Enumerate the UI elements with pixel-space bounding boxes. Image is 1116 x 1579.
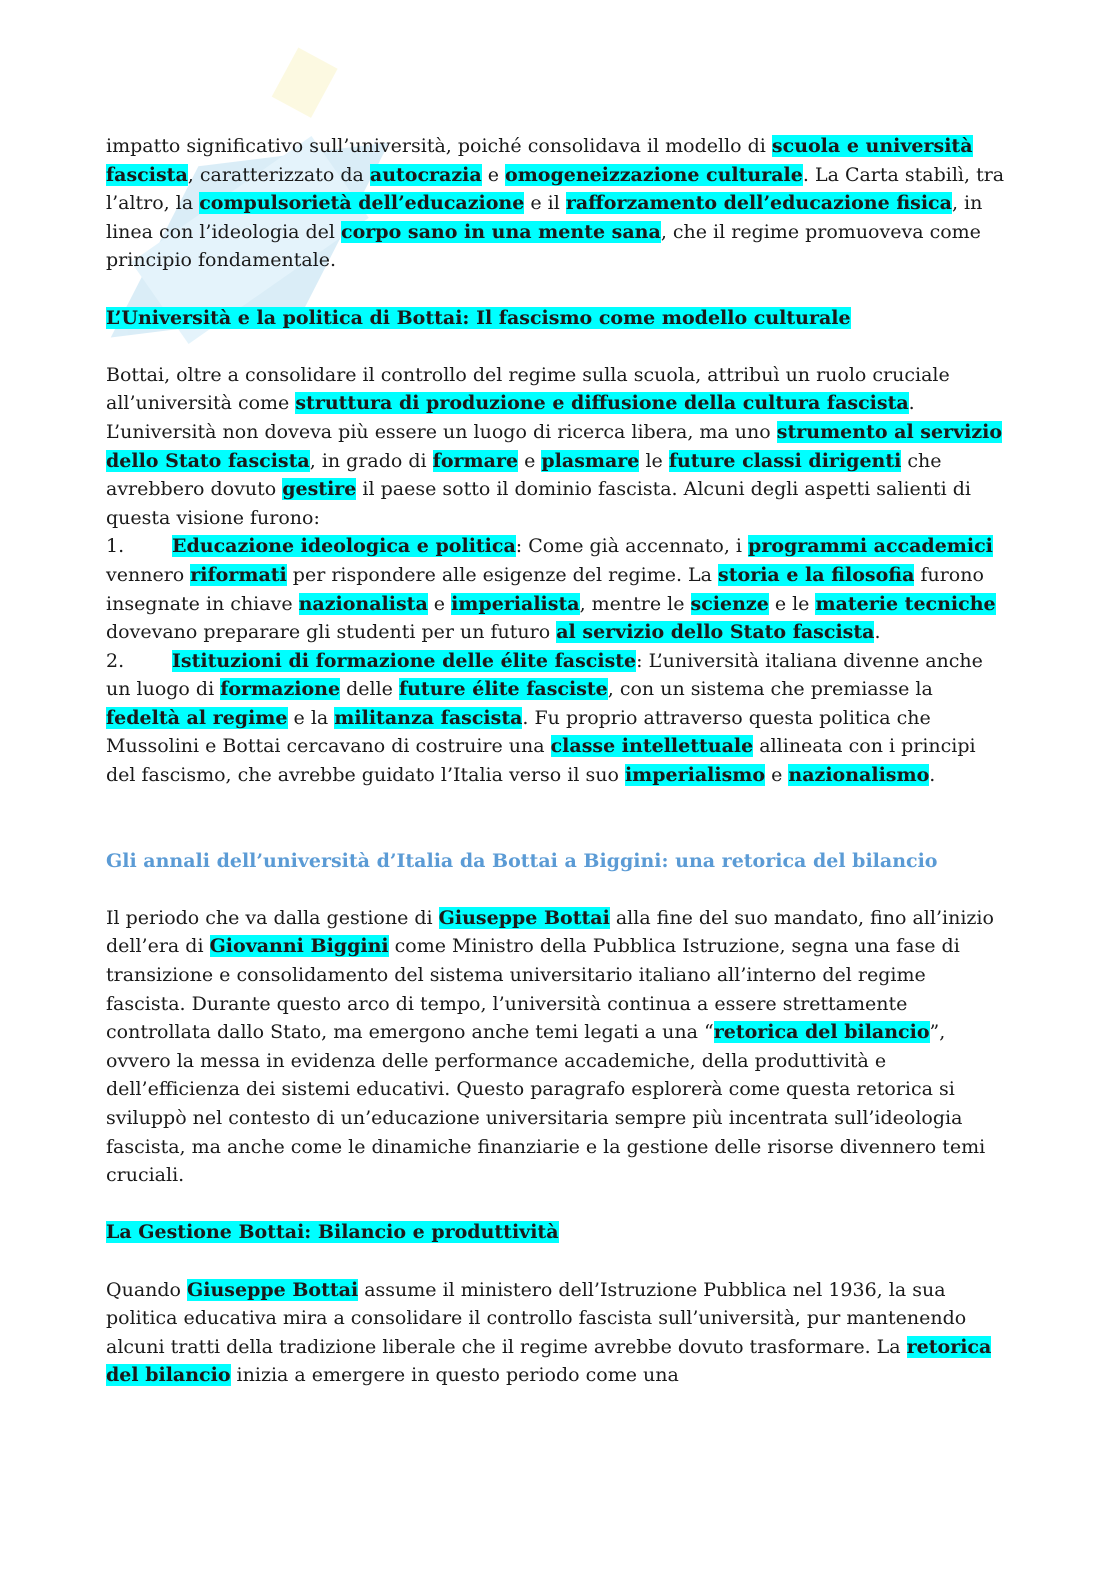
text-run: il paese sotto il dominio fascista. Alcuni degli aspetti salienti di questa visione furono: — [106, 478, 971, 529]
highlighted-term: materie tecniche — [815, 592, 996, 615]
text-run: . — [929, 764, 936, 787]
text-run: Il periodo che va dalla gestione di — [106, 906, 439, 929]
text-run: inizia a emergere in questo periodo come una — [230, 1364, 679, 1387]
highlighted-term: fedeltà al regime — [106, 706, 288, 729]
highlighted-term: formazione — [220, 678, 341, 701]
text-run: , mentre le — [579, 592, 691, 615]
highlighted-term: nazionalista — [298, 592, 428, 615]
text-run: : Come già accennato, i — [515, 535, 749, 558]
text-run: . L’università non doveva più essere un luogo di ricerca libera, ma uno — [106, 392, 915, 443]
text-run: e — [427, 592, 452, 615]
text-run: e — [518, 449, 542, 472]
text-run: ”, ovvero la messa in evidenza delle performance accademiche, della produttività e dell’efficienza dei sistemi educativi. Questo paragrafo esplorerà come questa retorica si sviluppò nel contesto di un’educazione universitaria sempre più incentrata sull’ideologia fascista, ma anche come le dinamiche finanziarie e la gestione delle risorse divennero temi cruciali. — [106, 1021, 986, 1187]
list-item-2: 2. Istituzioni di formazione delle élite fasciste: L’università italiana divenne anche un luogo di formazione delle future élite fasciste, con un sistema che premiasse la fedeltà al regime e la militanza fascista. Fu proprio attraverso questa politica che Mussolini e Bottai cercavano di costruire una classe intellettuale allineata con i principi del fascismo, che avrebbe guidato l’Italia verso il suo imperialismo e nazionalismo. — [106, 649, 983, 787]
highlighted-term: imperialista — [451, 592, 580, 615]
highlighted-term: militanza fascista — [334, 706, 523, 729]
highlighted-term: retorica del bilancio — [713, 1021, 930, 1044]
highlighted-term: compulsorietà dell’educazione — [199, 192, 525, 215]
highlighted-term: omogeneizzazione culturale — [505, 163, 803, 186]
text-run: come Ministro della Pubblica Istruzione, segna una fase di transizione e consolidamento del sistema universitario italiano all’interno del regime fascista. Durante questo arco di tempo, l’università continua a essere strettamente controllata dallo Stato, ma emergono anche temi legati a una “ — [106, 935, 960, 1044]
text-run: vennero — [106, 563, 191, 586]
paragraph-bottai-universita — [106, 361, 1011, 533]
highlighted-term: autocrazia — [369, 163, 482, 186]
text-run: : L’università italiana divenne anche un luogo di — [106, 649, 983, 701]
highlighted-term: strumento al servizio dello Stato fascista — [106, 420, 1003, 472]
highlighted-term: Educazione ideologica e politica — [172, 535, 516, 558]
highlighted-term: classe intellettuale — [550, 735, 754, 758]
document-page — [106, 132, 1011, 1390]
text-run: . — [874, 621, 881, 644]
text-run: furono insegnate in chiave — [106, 563, 984, 615]
text-run: delle — [340, 678, 399, 701]
text-run: Bottai, oltre a consolidare il controllo del regime sulla scuola, attribuì un ruolo cruciale all’università come — [106, 363, 950, 415]
text-run: alla fine del suo mandato, fino all’inizio dell’era di — [106, 906, 994, 958]
text-run: e il — [524, 192, 566, 215]
section-heading-bottai-cultura: L’Università e la politica di Bottai: Il fascismo come modello culturale — [106, 306, 851, 329]
text-run: le — [639, 449, 669, 472]
text-run: , con un sistema che premiasse la — [607, 678, 933, 701]
text-run: . La Carta stabilì, tra l’altro, la — [106, 163, 1005, 215]
text-run: e le — [768, 592, 816, 615]
highlighted-term: scienze — [690, 592, 769, 615]
paragraph-quando-bottai — [106, 1276, 1011, 1390]
paragraph-periodo — [106, 904, 1011, 1190]
text-run: per rispondere alle esigenze del regime. La — [286, 563, 719, 586]
text-run: e — [765, 764, 789, 787]
highlighted-term: nazionalismo — [788, 764, 930, 787]
text-run: , che il regime promuoveva come principio fondamentale. — [106, 220, 981, 272]
text-run: allineata con i principi del fascismo, che avrebbe guidato l’Italia verso il suo — [106, 735, 976, 787]
text-run: , in linea con l’ideologia del — [106, 192, 983, 243]
highlighted-term: Giuseppe Bottai — [187, 1278, 359, 1301]
highlighted-term: riformati — [190, 563, 287, 586]
highlighted-term: Giovanni Biggini — [209, 935, 389, 958]
highlighted-term: Giuseppe Bottai — [438, 906, 610, 929]
text-run: e — [481, 163, 506, 186]
highlighted-term: retorica del bilancio — [106, 1335, 992, 1387]
section-heading-annali: Gli annali dell’università d’Italia da Bottai a Biggini: una retorica del bilancio — [106, 849, 938, 872]
highlighted-term: future classi dirigenti — [668, 449, 902, 472]
text-run: impatto significativo sull’università, poiché consolidava il modello di — [106, 135, 772, 157]
highlighted-term: imperialismo — [624, 764, 766, 787]
list-item-1: 1. Educazione ideologica e politica: Come già accennato, i programmi accademici vennero riformati per rispondere alle esigenze del regime. La storia e la filosofia furono insegnate in chiave nazionalista e imperialista, mentre le scienze e le materie tecniche dovevano preparare gli studenti per un futuro al servizio dello Stato fascista. — [106, 535, 996, 644]
highlighted-term: struttura di produzione e diffusione della cultura fascista — [295, 392, 909, 415]
text-run: , in grado di — [309, 449, 433, 472]
highlighted-term: storia e la filosofia — [718, 563, 915, 586]
highlighted-term: future élite fasciste — [398, 678, 608, 701]
text-run: , caratterizzato da — [187, 163, 370, 186]
text-run: e la — [287, 706, 335, 729]
highlighted-term: Istituzioni di formazione delle élite fasciste — [172, 649, 637, 672]
highlighted-term: formare — [432, 449, 519, 472]
highlighted-term: rafforzamento dell’educazione fisica — [565, 192, 952, 215]
section-heading-gestione-bottai: La Gestione Bottai: Bilancio e produttività — [106, 1221, 559, 1244]
highlighted-term: corpo sano in una mente sana — [341, 220, 661, 243]
text-run: assume il ministero dell’Istruzione Pubblica nel 1936, la sua politica educativa mira a consolidare il controllo fascista sull’università, pur mantenendo alcuni tratti della tradizione liberale che il regime avrebbe dovuto trasformare. La — [106, 1278, 967, 1358]
text-run: dovevano preparare gli studenti per un futuro — [106, 621, 557, 644]
text-run: . Fu proprio attraverso questa politica che Mussolini e Bottai cercavano di costruire una — [106, 706, 931, 758]
highlighted-term: gestire — [282, 478, 357, 501]
highlighted-term: programmi accademici — [748, 535, 993, 558]
highlighted-term: plasmare — [541, 449, 640, 472]
text-run: Quando — [106, 1278, 188, 1301]
paragraph-intro — [106, 132, 1011, 275]
highlighted-term: scuola e università fascista — [106, 135, 973, 186]
text-run: che avrebbero dovuto — [106, 449, 942, 501]
highlighted-term: al servizio dello Stato fascista — [556, 621, 875, 644]
